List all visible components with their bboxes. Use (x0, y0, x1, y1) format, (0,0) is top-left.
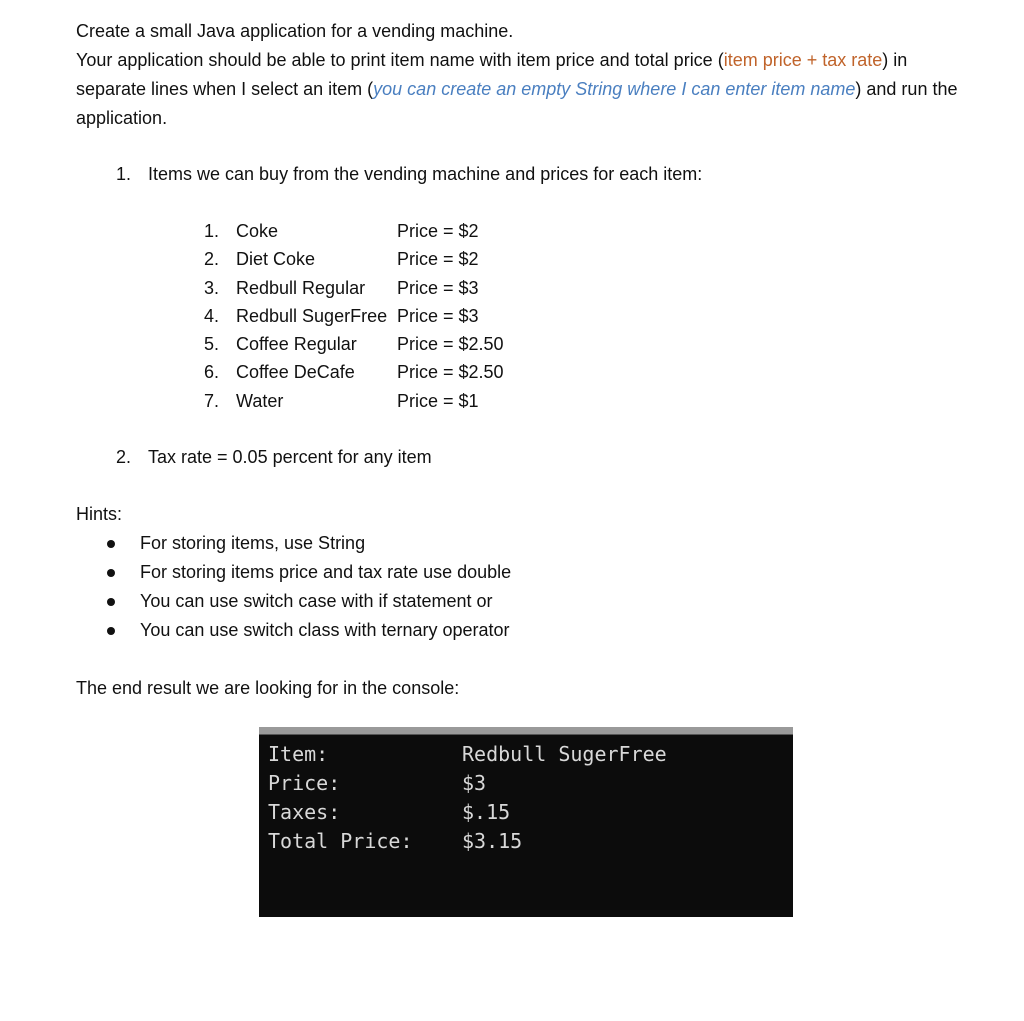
hint-text: For storing items, use String (140, 533, 366, 553)
intro-block (76, 17, 976, 133)
item-name: Redbull SugerFree (236, 305, 388, 326)
section-2-number: 2. (116, 447, 132, 467)
item-name: Coke (236, 221, 279, 241)
section-1-text: Items we can buy from the vending machine and prices for each item: (148, 164, 703, 184)
item-price: Price = $3 (397, 305, 479, 326)
item-number: 1. (204, 221, 220, 241)
item-name: Coffee DeCafe (236, 362, 355, 383)
item-number: 4. (204, 305, 220, 326)
item-name: Redbull Regular (236, 277, 366, 298)
hint-text: You can use switch class with ternary operator (140, 620, 510, 640)
item-price: Price = $2 (397, 249, 479, 270)
intro-line-1: Create a small Java application for a vending machine. (76, 21, 514, 41)
console-output (259, 727, 793, 917)
bullet-icon (107, 627, 115, 635)
console-value: Redbull SugerFree (462, 742, 667, 766)
console-divider (259, 734, 793, 735)
bullet-icon (107, 598, 115, 606)
console-label: Item: (268, 742, 329, 766)
section-1-number: 1. (116, 164, 132, 184)
item-number: 7. (204, 390, 220, 411)
hints-title: Hints: (76, 504, 123, 524)
item-number: 5. (204, 334, 220, 355)
item-number: 6. (204, 362, 220, 383)
console-label: Total Price: (268, 829, 413, 853)
console-label: Price: (268, 771, 341, 795)
item-price: Price = $2 (397, 221, 479, 241)
hint-text: You can use switch case with if statement or (140, 591, 493, 611)
section-2-tax-rate (116, 443, 432, 472)
item-price: Price = $1 (397, 390, 479, 411)
console-value: $3.15 (462, 829, 523, 853)
section-1-heading (116, 160, 702, 189)
console-value: $.15 (462, 800, 511, 824)
hint-text: For storing items price and tax rate use double (140, 562, 512, 582)
item-price: Price = $2.50 (397, 362, 504, 383)
item-price: Price = $2.50 (397, 334, 504, 355)
console-label: Taxes: (268, 800, 341, 824)
item-name: Diet Coke (236, 249, 316, 270)
item-number: 2. (204, 249, 220, 270)
item-number: 3. (204, 277, 220, 298)
intro-paragraph-2 (76, 46, 976, 133)
intro-highlight-item-name: you can create an empty String where I can enter item name (373, 79, 856, 99)
item-name: Water (236, 390, 284, 411)
item-name: Coffee Regular (236, 334, 357, 355)
intro-text-a: Your application should be able to print item name with item price and total price ( (76, 50, 724, 70)
intro-highlight-price-tax: item price + tax rate (723, 50, 883, 70)
console-value: $3 (462, 771, 487, 795)
item-price: Price = $3 (397, 277, 479, 298)
end-result-text: The end result we are looking for in the console: (76, 678, 460, 698)
intro-text-c: ) and run the application. (76, 79, 958, 128)
bullet-icon (107, 569, 115, 577)
bullet-icon (107, 540, 115, 548)
intro-text-b: ) in separate lines when I select an item ( (76, 50, 908, 99)
console-title-bar (259, 727, 793, 734)
section-2-text: Tax rate = 0.05 percent for any item (148, 447, 432, 467)
